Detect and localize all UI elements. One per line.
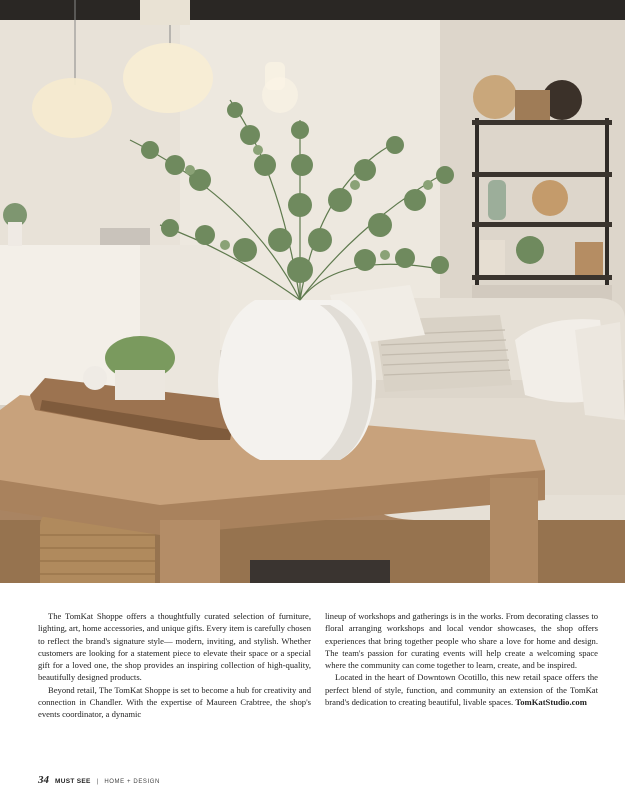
section-name: HOME + DESIGN	[104, 779, 160, 785]
article-body	[38, 610, 598, 742]
website-link[interactable]: TomKatStudio.com	[515, 697, 587, 708]
page-number: 34	[38, 774, 49, 786]
magazine-name: MUST SEE	[55, 778, 91, 785]
paragraph: lineup of workshops and gatherings is in the works. From decorating classes to floral arranging workshops and local vendor showcases, the shop offers experiences that bring together people who share a love for home and design. The team's passion for curating events will help create a welcoming space where the community can come together to learn, create, and be inspired.	[325, 611, 598, 671]
paragraph: The TomKat Shoppe offers a thoughtfully curated selection of furniture, lighting, art, home accessories, and unique gifts. Every item is carefully chosen to reflect the brand's signature style— modern, inviting, and stylish. Whether customers are looking for a statement piece to elevate their space or a special gift for a loved one, the shop provides an inspiring collection of high-quality, beautifully designed products.	[38, 611, 311, 683]
article-column-left	[38, 610, 311, 742]
paragraph	[325, 671, 598, 708]
article-column-right	[325, 610, 598, 742]
paragraph-text: Located in the heart of Downtown Ocotillo, this new retail space offers the perfect blend of style, function, and community an extension of the TomKat brand's dedication to creating beautiful, livable spaces.	[325, 672, 598, 708]
paragraph: Beyond retail, The TomKat Shoppe is set to become a hub for creativity and connection in Chandler. With the expertise of Maureen Crabtree, the shop's events coordinator, a dynamic	[38, 684, 311, 720]
page-footer	[38, 774, 160, 788]
footer-separator: |	[96, 778, 99, 785]
